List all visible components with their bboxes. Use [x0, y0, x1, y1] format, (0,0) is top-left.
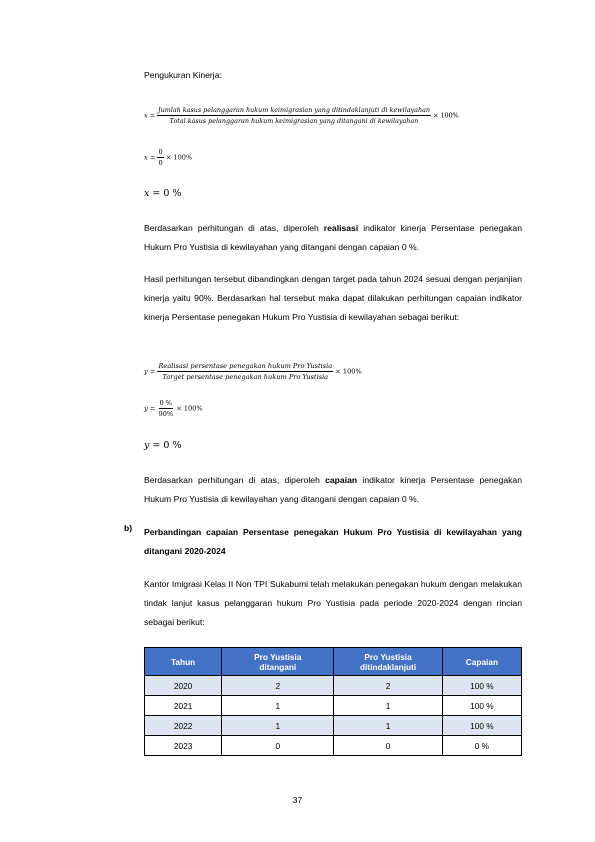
- formula-variable: y: [144, 367, 148, 376]
- table-cell: 2: [334, 676, 443, 696]
- table-header-row: [145, 648, 522, 676]
- table-cell: 2023: [145, 736, 222, 756]
- formula-multiplier: × 100%: [176, 404, 203, 413]
- formula-fraction: [157, 399, 174, 418]
- table-cell: 1: [222, 716, 334, 736]
- pro-yustisia-table: [144, 647, 522, 756]
- formula-result: 0 %: [163, 440, 182, 451]
- section-marker: b): [124, 523, 133, 533]
- formula-variable: y: [144, 404, 148, 413]
- formula-denominator: Total kasus pelanggaran hukum keimigrasian yang ditangani di kewilayahan: [169, 117, 419, 125]
- text-segment: indikator kinerja Persentase penegakan Hukum Pro Yustisia di kewilayahan yang ditangani dengan capaian 0 %.: [144, 475, 522, 504]
- text-segment: indikator kinerja Persentase penegakan Hukum Pro Yustisia di kewilayahan yang ditangani dengan capaian 0 %.: [144, 223, 522, 252]
- formula-multiplier: × 100%: [165, 153, 193, 162]
- formula-realisasi-values: x = $\frac{0}{0}$ × 100%: [144, 148, 193, 167]
- formula-fraction: [157, 148, 163, 167]
- table-cell: 0: [222, 736, 334, 756]
- formula-variable: x: [144, 153, 148, 162]
- column-header-ditangani: Pro Yustisia ditangani: [222, 648, 334, 676]
- formula-realisasi: x = Jumlah kasus pelanggaran hukum keimigrasian yang ditindaklanjuti di kewilayahan Total kasus pelanggaran hukum keimigrasian yang ditangani di kewilayahan × 100%: [144, 106, 459, 125]
- column-header-tahun: Tahun: [145, 648, 222, 676]
- column-header-ditindaklanjuti: Pro Yustisia ditindaklanjuti: [334, 648, 443, 676]
- paragraph-realisasi: [144, 219, 522, 257]
- formula-capaian-result: y = 0 %: [144, 440, 182, 451]
- formula-numerator: 0 %: [159, 399, 173, 407]
- formula-realisasi-result: x = 0 %: [144, 188, 182, 199]
- table-cell: 2: [222, 676, 334, 696]
- paragraph-intro-table: Kantor Imigrasi Kelas II Non TPI Sukabumi telah melakukan penegakan hukum dengan melakukan tindak lanjut kasus pelanggaran hukum Pro Yustisia pada periode 2020-2024 dengan rincian sebagai berikut:: [144, 579, 522, 627]
- formula-capaian-values: y = $\frac{0 \%}{90\%}$ × 100%: [144, 399, 203, 418]
- formula-fraction: [157, 106, 431, 125]
- table-row: [145, 696, 522, 716]
- bold-term: capaian: [325, 475, 358, 485]
- section-heading: Pengukuran Kinerja:: [144, 70, 222, 80]
- paragraph-capaian: [144, 471, 522, 509]
- table-cell: 100 %: [442, 716, 521, 736]
- table-cell: 1: [334, 716, 443, 736]
- text-segment: Berdasarkan perhitungan di atas, diperoleh: [144, 475, 326, 485]
- section-title: Perbandingan capaian Persentase penegakan Hukum Pro Yustisia di kewilayahan yang ditangani 2020-2024: [144, 527, 522, 556]
- table-cell: 0 %: [442, 736, 521, 756]
- formula-result: 0 %: [163, 188, 182, 199]
- formula-denominator: Target persentase penegakan hukum Pro Yustisia: [162, 373, 329, 381]
- table-cell: 1: [222, 696, 334, 716]
- formula-numerator: 0: [158, 148, 163, 156]
- formula-denominator: 0: [158, 159, 163, 167]
- formula-numerator: Realisasi persentase penegakan hukum Pro Yustisia: [158, 362, 333, 370]
- table-row: [145, 676, 522, 696]
- column-header-capaian: Capaian: [442, 648, 521, 676]
- formula-numerator: Jumlah kasus pelanggaran hukum keimigrasian yang ditindaklanjuti di kewilayahan: [158, 106, 431, 114]
- formula-variable: y: [144, 440, 150, 451]
- formula-variable: x: [144, 188, 150, 199]
- table-row: [145, 716, 522, 736]
- formula-denominator: 90%: [158, 410, 174, 418]
- table-cell: 1: [334, 696, 443, 716]
- formula-capaian: y = $\frac{\text{Realisasi persentase penegakan hukum Pro Yustisia}}{\text{Target persentase penegakan hukum Pro Yustisia}}$ × 100%: [144, 362, 362, 381]
- table-row: [145, 736, 522, 756]
- paragraph-comparison: Hasil perhitungan tersebut dibandingkan dengan target pada tahun 2024 sesuai dengan perjanjian kinerja yaitu 90%. Berdasarkan hal tersebut maka dapat dilakukan perhitungan capaian indikator kinerja Persentase penegakan Hukum Pro Yustisia di kewilayahan sebagai berikut:: [144, 274, 522, 322]
- formula-multiplier: × 100%: [335, 367, 362, 376]
- table-cell: 100 %: [442, 676, 521, 696]
- table-cell: 100 %: [442, 696, 521, 716]
- formula-fraction: [157, 362, 333, 381]
- formula-multiplier: × 100%: [433, 111, 459, 120]
- text-segment: Berdasarkan perhitungan di atas, diperoleh: [144, 223, 324, 233]
- table-cell: 0: [334, 736, 443, 756]
- table-cell: 2020: [145, 676, 222, 696]
- table-cell: 2022: [145, 716, 222, 736]
- formula-variable: x: [144, 111, 148, 120]
- page-number: 37: [292, 795, 303, 805]
- table-cell: 2021: [145, 696, 222, 716]
- bold-term: realisasi: [323, 223, 359, 233]
